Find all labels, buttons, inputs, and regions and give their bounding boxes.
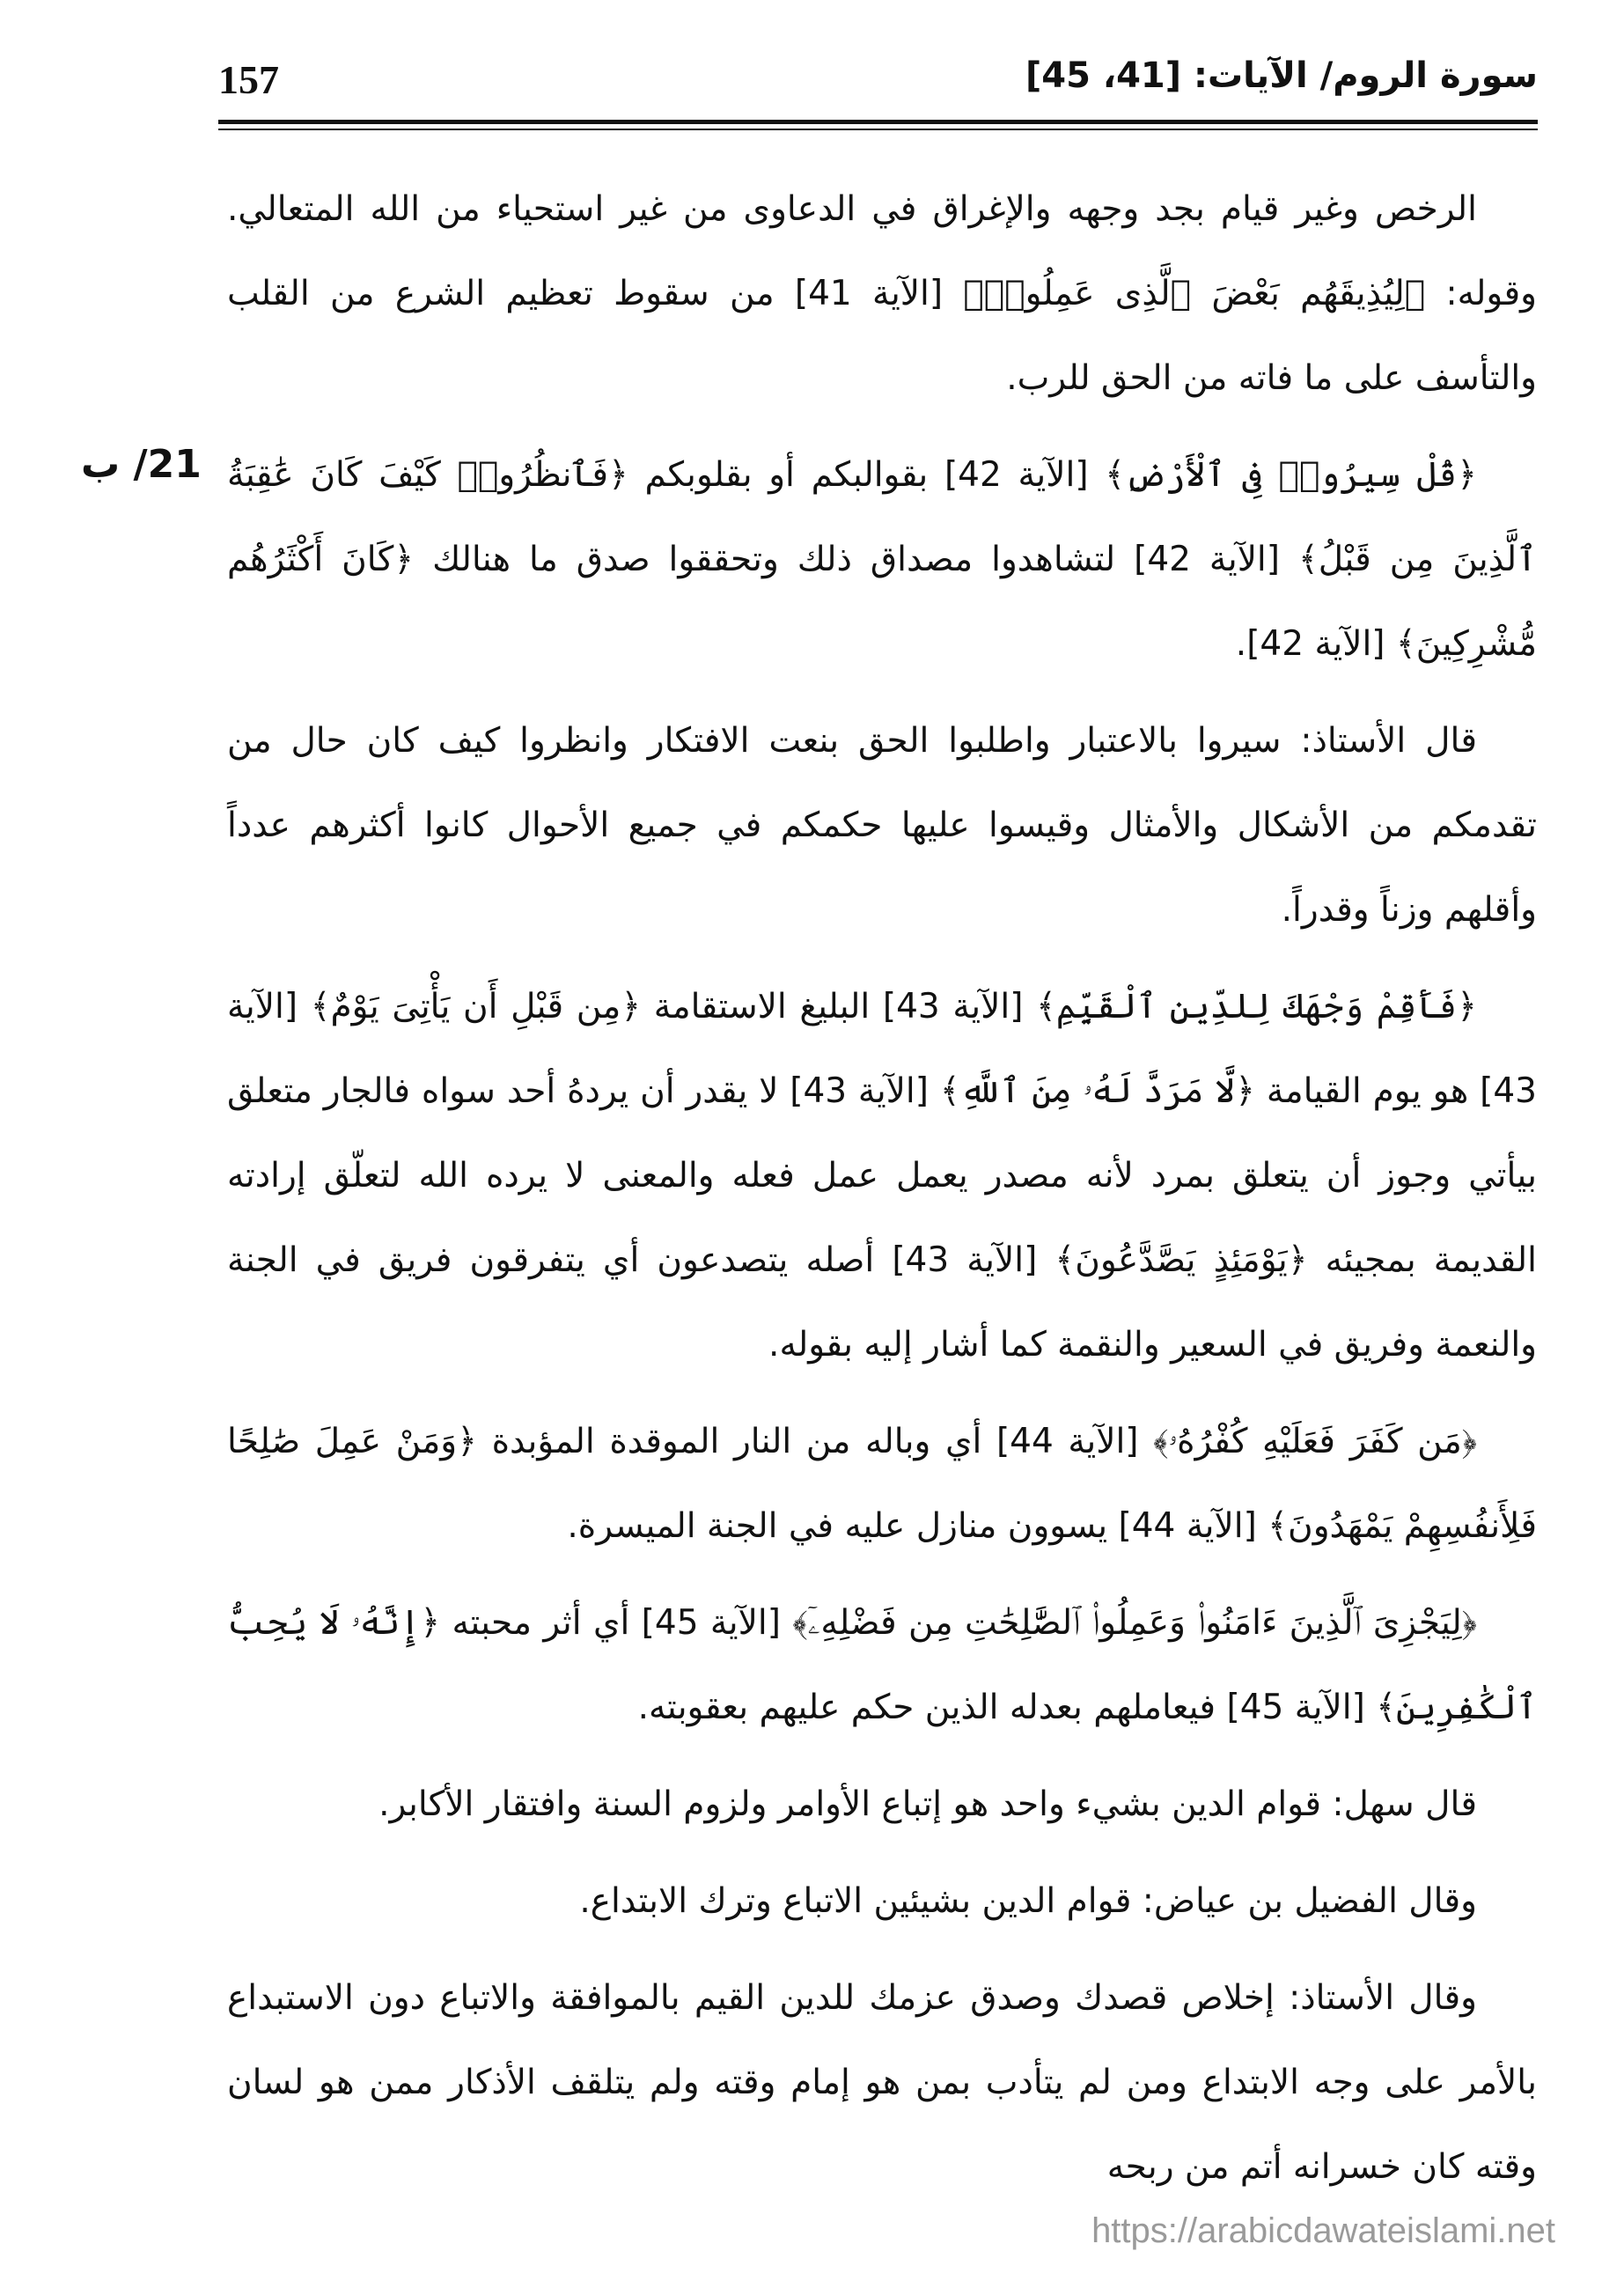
margin-folio-note: 21/ ب [81, 442, 202, 487]
quran-verse: ﴿لَّا مَرَدَّ لَهُۥ مِنَ ٱللَّهِ﴾ [939, 1071, 1256, 1111]
watermark-url: https://arabicdawateislami.net [1091, 2211, 1555, 2250]
header-rule-thick [218, 120, 1538, 124]
commentary-text: [الآية 42]. [1235, 624, 1396, 664]
quran-verse: ﴿فَأَقِمْ وَجْهَكَ لِلدِّينِ ٱلْقَيِّمِ﴾ [1036, 987, 1477, 1026]
quran-verse: ﴿مِن قَبْلِ أَن يَأْتِىَ يَوْمٌ﴾ [310, 987, 642, 1026]
quran-verse: ﴿قُلْ سِيرُوا۟ فِى ٱلْأَرْضِ﴾ [1105, 455, 1477, 495]
quran-verse: ﴿لِيَجْزِىَ ٱلَّذِينَ ءَامَنُوا۟ وَعَمِلُوا۟ ٱلصَّٰلِحَٰتِ مِن فَضْلِهِۦٓ﴾ [792, 1603, 1477, 1643]
paragraph [227, 1400, 1537, 1569]
quran-verse: ﴿إِنَّهُۥ لَا يُحِبُّ ٱلْكَٰفِرِينَ﴾ [227, 1603, 1537, 1727]
page-number: 157 [218, 57, 279, 102]
quran-verse: ﴿لِيُذِيقَهُم بَعْضَ ٱلَّذِى عَمِلُوا۟﴾ [963, 274, 1426, 313]
quran-verse: ﴿مَن كَفَرَ فَعَلَيْهِ كُفْرُهُۥ﴾ [1153, 1422, 1477, 1461]
commentary-text: [الآية 42] لتشاهدوا مصداق ذلك وتحققوا صدق ما هنالك [414, 540, 1298, 579]
commentary-text: قال الأستاذ: سيروا بالاعتبار واطلبوا الحق بنعت الافتكار وانظروا كيف كان حال من تقدمكم من الأشكال والأمثال وقيسوا عليها حكمكم في جميع الأحوال كانوا أكثرهم عدداً وأقلهم وزناً وقدراً. [227, 721, 1537, 930]
commentary-text: قال سهل: قوام الدين بشيء واحد هو إتباع الأوامر ولزوم السنة وافتقار الأكابر. [378, 1784, 1477, 1824]
paragraph [227, 1581, 1537, 1750]
header-rule-thin [218, 129, 1538, 130]
commentary-text: [الآية 45] أي أثر محبته [440, 1603, 793, 1643]
commentary-text: الرخص وغير قيام بجد وجهه والإغراق في الدعاوى من غير استحياء من الله المتعالي. وقوله: [227, 189, 1538, 313]
paragraph [227, 1859, 1537, 1944]
commentary-text: [الآية 45] فيعاملهم بعدله الذين حكم عليهم بعقوبته. [637, 1688, 1377, 1727]
commentary-text: [الآية 42] بقوالبكم أو بقلوبكم [628, 455, 1106, 495]
commentary-text: [الآية 44] يسوون منازل عليه في الجنة الميسرة. [567, 1506, 1268, 1546]
commentary-text: [الآية 43] أصله يتصدعون أي يتفرقون فريق في الجنة والنعمة وفريق في السعير والنقمة كما أشار إليه بقوله. [227, 1240, 1537, 1365]
commentary-text: [الآية 43] لا يقدر أن يردهُ أحد سواه فالجار متعلق بيأتي وجوز أن يتعلق بمرد لأنه مصدر يعمل عمل فعله والمعنى لا يرده الله لتعلّق إرادته القديمة بمجيئه [227, 1071, 1537, 1280]
commentary-text: [الآية 43] هو يوم القيامة [227, 987, 1537, 1111]
commentary-text: [الآية 43] البليغ الاستقامة [641, 987, 1037, 1026]
commentary-text: [الآية 41] من سقوط تعظيم الشرع من القلب والتأسف على ما فاته من الحق للرب. [227, 274, 1537, 398]
commentary-text: وقال الأستاذ: إخلاص قصدك وصدق عزمك للدين القيم بالموافقة والاتباع دون الاستبداع بالأمر على وجه الابتداع ومن لم يتأدب بمن هو إمام وقته ولم يتلقف الأذكار ممن هو لسان وقته كان خسرانه أتم من ربحه [227, 1978, 1537, 2187]
commentary-text: [الآية 44] أي وباله من النار الموقدة المؤبدة [476, 1422, 1154, 1461]
body-text [227, 167, 1537, 2210]
paragraph [227, 167, 1537, 421]
running-header: سورة الروم/ الآيات: [41، 45] [1025, 55, 1538, 96]
quran-verse: ﴿فَٱنظُرُوا۟ كَيْفَ كَانَ عَٰقِبَةُ ٱلَّذِينَ مِن قَبْلُ﴾ [227, 455, 1537, 579]
paragraph [227, 965, 1537, 1387]
quran-verse: ﴿كَانَ أَكْثَرُهُم مُّشْرِكِينَ﴾ [227, 540, 1537, 664]
quran-verse: ﴿يَوْمَئِذٍ يَصَّدَّعُونَ﴾ [1054, 1240, 1308, 1280]
paragraph [227, 1762, 1537, 1847]
paragraph [227, 433, 1537, 687]
commentary-text: وقال الفضيل بن عياض: قوام الدين بشيئين الاتباع وترك الابتداع. [579, 1881, 1477, 1921]
paragraph [227, 1956, 1537, 2210]
paragraph [227, 699, 1537, 953]
quran-verse: ﴿وَمَنْ عَمِلَ صَٰلِحًا فَلِأَنفُسِهِمْ يَمْهَدُونَ﴾ [227, 1422, 1537, 1546]
